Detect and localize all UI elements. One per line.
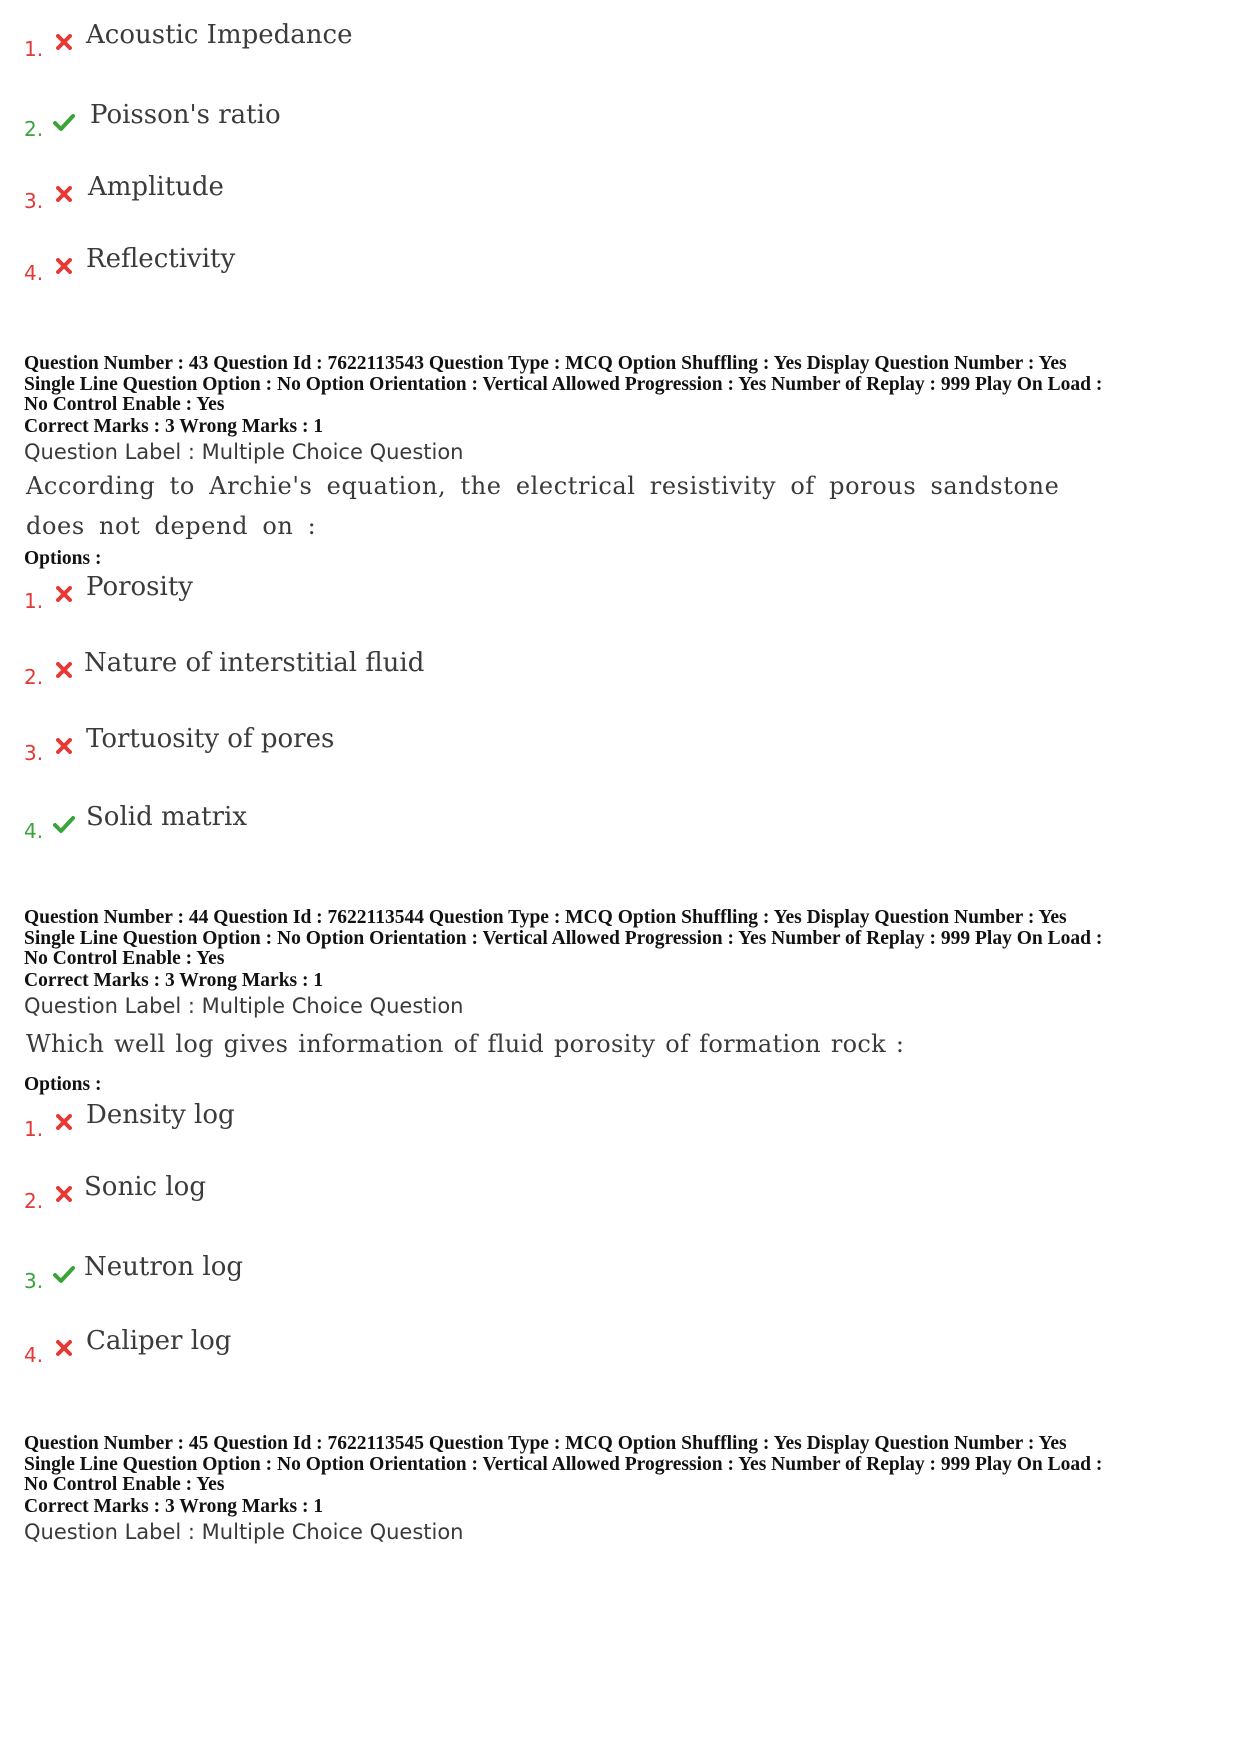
cross-icon	[52, 182, 76, 206]
option-text: Poisson's ratio	[90, 100, 281, 130]
option-text: Tortuosity of pores	[86, 724, 335, 754]
question-text-line: does not depend on :	[26, 512, 317, 540]
metadata-line: Question Number : 44 Question Id : 7622113544 Question Type : MCQ Option Shuffling : Yes Display Question Number : Yes	[24, 907, 1067, 928]
option-text: Density log	[86, 1100, 235, 1130]
option-text: Sonic log	[84, 1172, 206, 1202]
option-number: 1.	[24, 1117, 44, 1141]
options-label: Options :	[24, 1074, 102, 1095]
metadata-line: Single Line Question Option : No Option Orientation : Vertical Allowed Progression : Yes Number of Replay : 999 Play On Load :	[24, 373, 1103, 395]
metadata-line: No Control Enable : Yes	[24, 394, 225, 415]
option-text: Amplitude	[88, 172, 224, 202]
check-icon	[52, 1262, 76, 1286]
option-text: Caliper log	[86, 1326, 232, 1356]
cross-icon	[52, 582, 76, 606]
marks-info: Correct Marks : 3 Wrong Marks : 1	[24, 416, 324, 437]
cross-icon	[52, 30, 76, 54]
marks-info: Correct Marks : 3 Wrong Marks : 1	[24, 1496, 324, 1517]
question-metadata	[24, 908, 1224, 970]
question-text-line: According to Archie's equation, the electrical resistivity of porous sandstone	[26, 472, 1060, 500]
option-number: 1.	[24, 37, 44, 61]
option-text: Neutron log	[84, 1252, 244, 1282]
question-text	[26, 1024, 904, 1064]
metadata-line: Single Line Question Option : No Option Orientation : Vertical Allowed Progression : Yes Number of Replay : 999 Play On Load :	[24, 1453, 1103, 1475]
option-text: Porosity	[86, 572, 193, 602]
metadata-line: Question Number : 43 Question Id : 7622113543 Question Type : MCQ Option Shuffling : Yes Display Question Number : Yes	[24, 353, 1067, 374]
question-text	[26, 466, 1059, 546]
metadata-line: Single Line Question Option : No Option Orientation : Vertical Allowed Progression : Yes Number of Replay : 999 Play On Load :	[24, 927, 1103, 949]
option-number: 4.	[24, 819, 44, 843]
check-icon	[52, 110, 76, 134]
option-number: 4.	[24, 261, 44, 285]
metadata-line: No Control Enable : Yes	[24, 1474, 225, 1495]
option-number: 2.	[24, 1189, 44, 1213]
option-number: 2.	[24, 665, 44, 689]
question-metadata	[24, 1434, 1224, 1496]
option-text: Reflectivity	[86, 244, 236, 274]
check-icon	[52, 812, 76, 836]
question-label: Question Label : Multiple Choice Question	[24, 1520, 464, 1544]
options-label: Options :	[24, 548, 102, 569]
cross-icon	[52, 1182, 76, 1206]
question-label: Question Label : Multiple Choice Question	[24, 440, 464, 464]
question-label: Question Label : Multiple Choice Question	[24, 994, 464, 1018]
option-number: 3.	[24, 1269, 44, 1293]
option-number: 2.	[24, 117, 44, 141]
metadata-line: No Control Enable : Yes	[24, 948, 225, 969]
option-text: Nature of interstitial fluid	[84, 648, 425, 678]
option-number: 3.	[24, 189, 44, 213]
question-text-line: Which well log gives information of fluid porosity of formation rock :	[26, 1030, 905, 1058]
cross-icon	[52, 254, 76, 278]
marks-info: Correct Marks : 3 Wrong Marks : 1	[24, 970, 324, 991]
cross-icon	[52, 734, 76, 758]
option-number: 4.	[24, 1343, 44, 1367]
cross-icon	[52, 658, 76, 682]
option-number: 1.	[24, 589, 44, 613]
option-text: Acoustic Impedance	[86, 20, 353, 50]
cross-icon	[52, 1110, 76, 1134]
cross-icon	[52, 1336, 76, 1360]
option-text: Solid matrix	[86, 802, 248, 832]
metadata-line: Question Number : 45 Question Id : 7622113545 Question Type : MCQ Option Shuffling : Yes Display Question Number : Yes	[24, 1433, 1067, 1454]
question-metadata	[24, 354, 1224, 416]
option-number: 3.	[24, 741, 44, 765]
